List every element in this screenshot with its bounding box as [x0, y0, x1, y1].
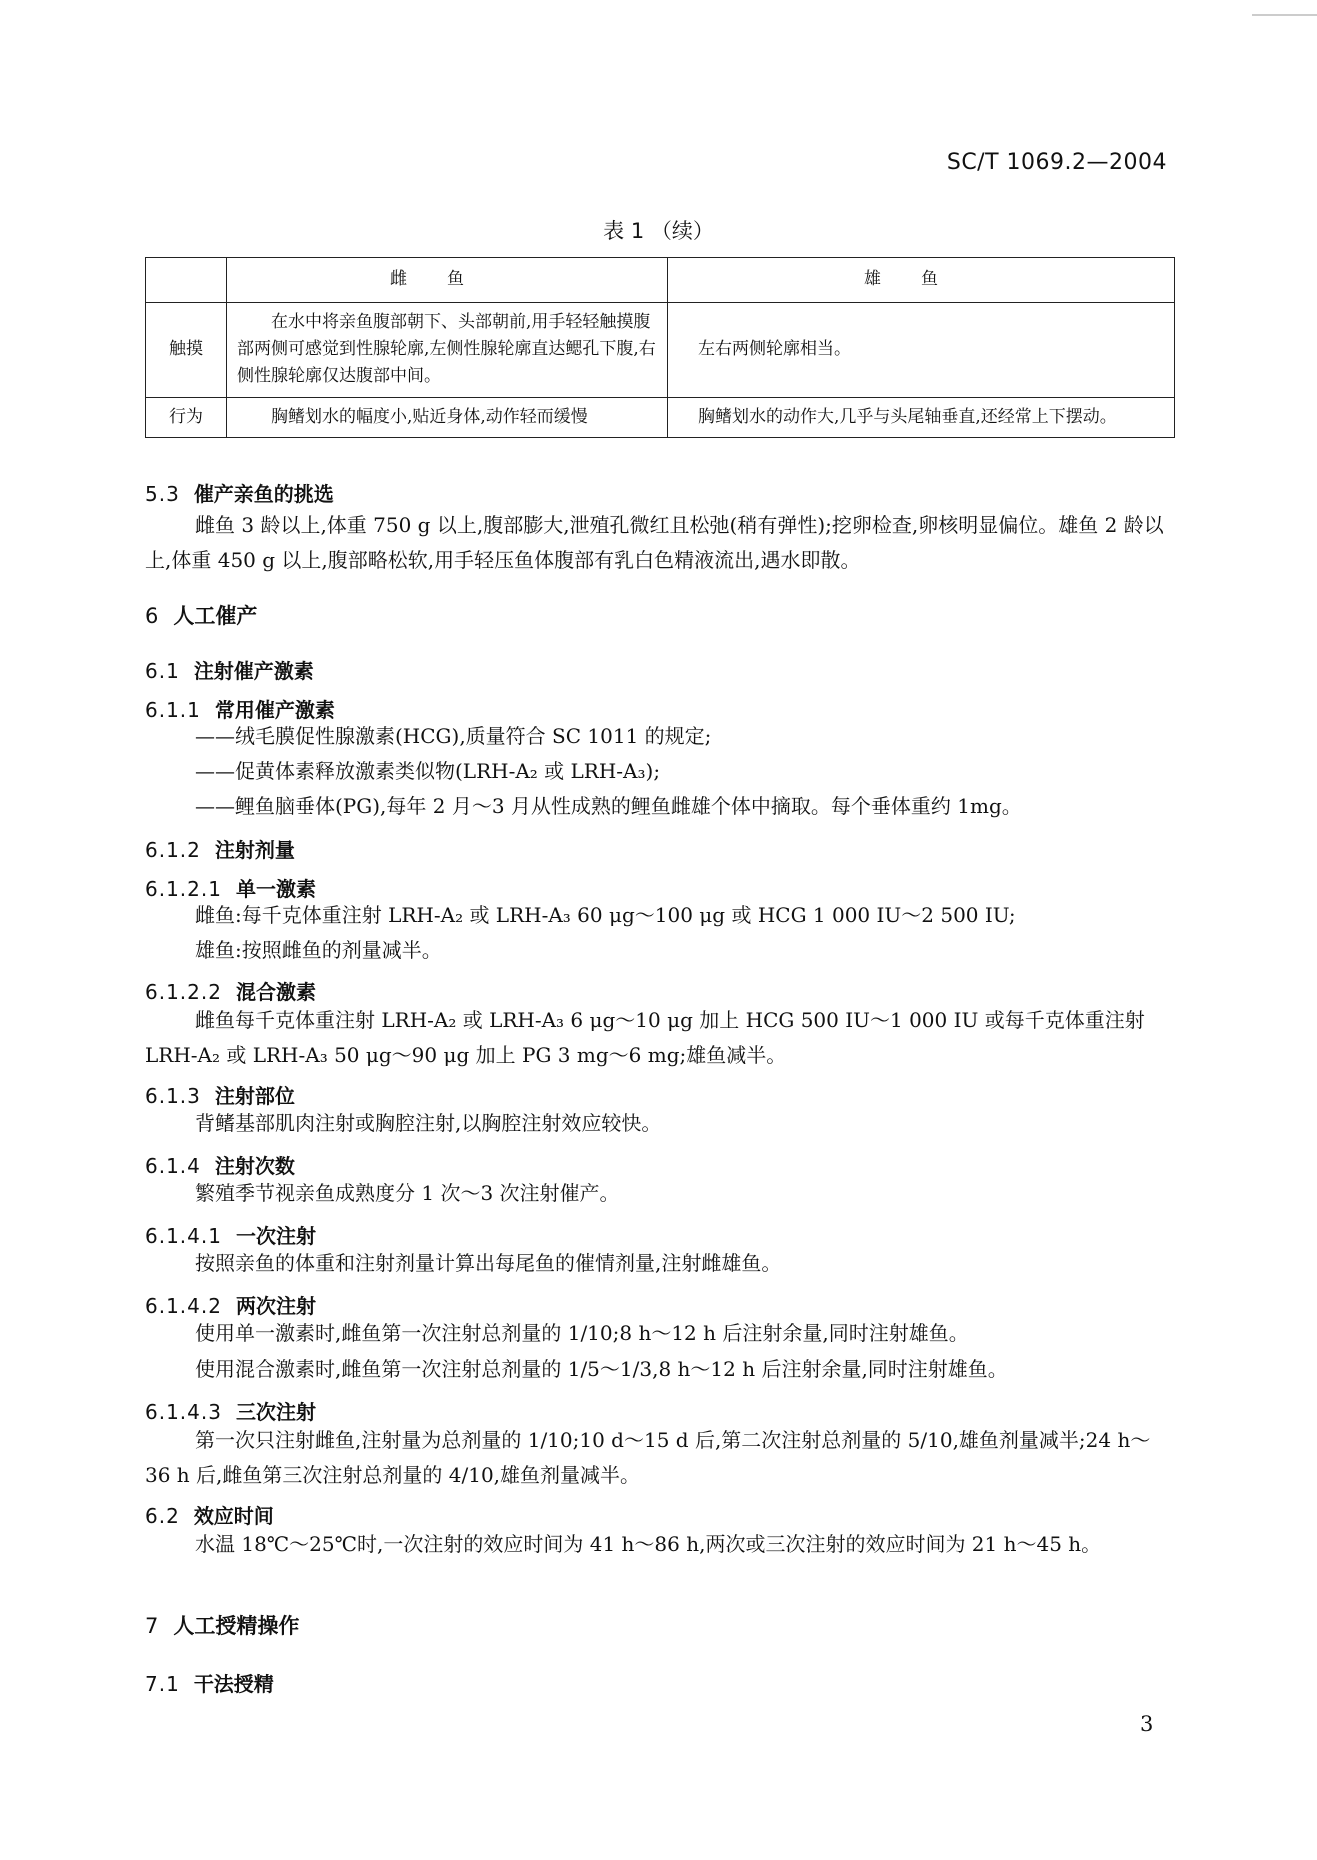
- section-text-6-1-4-1: 按照亲鱼的体重和注射剂量计算出每尾鱼的催情剂量,注射雌雄鱼。: [195, 1251, 782, 1275]
- injection-line: 使用单一激素时,雌鱼第一次注射总剂量的 1/10;8 h～12 h 后注射余量,同时注射雄鱼。: [195, 1321, 969, 1345]
- table-cell-male: 左右两侧轮廓相当。: [668, 303, 1175, 398]
- table-header-male: 雄鱼: [668, 258, 1175, 303]
- table-row: [146, 397, 1175, 437]
- table-cell-female: 胸鳍划水的幅度小,贴近身体,动作轻而缓慢: [227, 397, 668, 437]
- section-heading-6: 6 人工催产: [145, 604, 258, 628]
- section-heading-6-1-4-1: 6.1.4.1 一次注射: [145, 1224, 316, 1248]
- table-header-female: 雌鱼: [227, 258, 668, 303]
- section-heading-6-1-4-3: 6.1.4.3 三次注射: [145, 1400, 316, 1424]
- section-heading-5-3: 5.3 催产亲鱼的挑选: [145, 482, 334, 506]
- table-caption: 表 1 （续）: [603, 219, 714, 243]
- injection-line: 使用混合激素时,雌鱼第一次注射总剂量的 1/5～1/3,8 h～12 h 后注射余量,同时注射雄鱼。: [195, 1357, 1008, 1381]
- section-heading-7-1: 7.1 干法授精: [145, 1672, 274, 1696]
- section-heading-6-1-1: 6.1.1 常用催产激素: [145, 698, 335, 722]
- section-text-6-1-4: 繁殖季节视亲鱼成熟度分 1 次～3 次注射催产。: [195, 1181, 620, 1205]
- section-text-6-1-4-3: 第一次只注射雌鱼,注射量为总剂量的 1/10;10 d～15 d 后,第二次注射总剂量的 5/10,雄鱼剂量减半;24 h～36 h 后,雌鱼第三次注射总剂量的 4/10,雄鱼剂量减半。: [145, 1428, 1151, 1487]
- dose-line: 雌鱼:每千克体重注射 LRH-A₂ 或 LRH-A₃ 60 μg～100 μg 或 HCG 1 000 IU～2 500 IU;: [195, 903, 1016, 927]
- table-row-label: 触摸: [146, 303, 227, 398]
- section-text-6-1-3: 背鳍基部肌肉注射或胸腔注射,以胸腔注射效应较快。: [195, 1111, 662, 1135]
- table-cell-male: 胸鳍划水的动作大,几乎与头尾轴垂直,还经常上下摆动。: [668, 397, 1175, 437]
- section-text-6-1-2-2: 雌鱼每千克体重注射 LRH-A₂ 或 LRH-A₃ 6 μg～10 μg 加上 HCG 500 IU～1 000 IU 或每千克体重注射 LRH-A₂ 或 LRH-A₃ 50 μg～90 μg 加上 PG 3 mg～6 mg;雄鱼减半。: [145, 1008, 1145, 1067]
- section-heading-6-2: 6.2 效应时间: [145, 1504, 274, 1528]
- section-heading-6-1-4: 6.1.4 注射次数: [145, 1154, 295, 1178]
- section-heading-6-1: 6.1 注射催产激素: [145, 659, 314, 683]
- section-heading-6-1-2-2: 6.1.2.2 混合激素: [145, 980, 316, 1004]
- section-heading-6-1-2: 6.1.2 注射剂量: [145, 838, 295, 862]
- section-heading-7: 7 人工授精操作: [145, 1614, 300, 1638]
- hormone-list-item: ——促黄体素释放激素类似物(LRH-A₂ 或 LRH-A₃);: [195, 759, 661, 783]
- standard-code-header: SC/T 1069.2—2004: [946, 150, 1167, 175]
- hormone-list-item: ——鲤鱼脑垂体(PG),每年 2 月～3 月从性成熟的鲤鱼雌雄个体中摘取。每个垂体重约 1mg。: [195, 794, 1022, 818]
- section-text-5-3: 雌鱼 3 龄以上,体重 750 g 以上,腹部膨大,泄殖孔微红且松弛(稍有弹性);挖卵检查,卵核明显偏位。雄鱼 2 龄以上,体重 450 g 以上,腹部略松软,用手轻压鱼体腹部有乳白色精液流出,遇水即散。: [145, 513, 1164, 572]
- section-heading-6-1-3: 6.1.3 注射部位: [145, 1084, 295, 1108]
- page-number: 3: [1140, 1712, 1154, 1736]
- hormone-list-item: ——绒毛膜促性腺激素(HCG),质量符合 SC 1011 的规定;: [195, 724, 712, 748]
- table-row-label: 行为: [146, 397, 227, 437]
- table-cell-female: 在水中将亲鱼腹部朝下、头部朝前,用手轻轻触摸腹部两侧可感觉到性腺轮廓,左侧性腺轮廓直达鳃孔下腹,右侧性腺轮廓仅达腹部中间。: [227, 303, 668, 398]
- section-heading-6-1-2-1: 6.1.2.1 单一激素: [145, 877, 316, 901]
- table-header-blank: [146, 258, 227, 303]
- dose-line: 雄鱼:按照雌鱼的剂量减半。: [195, 938, 442, 962]
- section-text-6-2: 水温 18℃～25℃时,一次注射的效应时间为 41 h～86 h,两次或三次注射的效应时间为 21 h～45 h。: [195, 1532, 1102, 1556]
- comparison-table: [145, 257, 1175, 438]
- table-row: [146, 303, 1175, 398]
- scan-edge-mark: [1252, 0, 1317, 16]
- table-header-row: [146, 258, 1175, 303]
- section-heading-6-1-4-2: 6.1.4.2 两次注射: [145, 1294, 316, 1318]
